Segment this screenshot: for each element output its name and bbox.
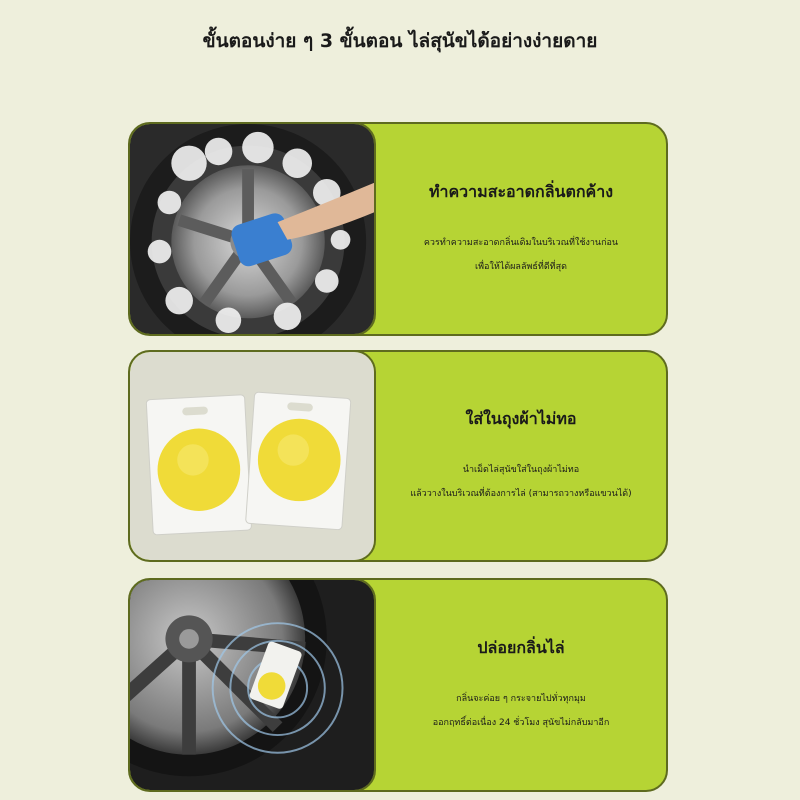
step-title: ใส่ในถุงผ้าไม่ทอ <box>465 408 577 428</box>
step-description-line: นำเม็ดไล่สุนัขใส่ในถุงผ้าไม่ทอ <box>462 464 580 475</box>
step-title: ปล่อยกลิ่นไล่ <box>477 637 565 657</box>
wheel-with-pouch-photo <box>128 578 376 792</box>
page-title: ขั้นตอนง่าย ๆ 3 ขั้นตอน ไล่สุนัขได้อย่างง่ายดาย <box>202 30 598 52</box>
step-description-line: ออกฤทธิ์ต่อเนื่อง 24 ชั่วโมง สุนัขไม่กลับมาอีก <box>432 717 610 728</box>
step-description-line: กลิ่นจะค่อย ๆ กระจายไปทั่วทุกมุม <box>456 693 586 704</box>
step-card-clean <box>128 122 668 336</box>
step-text-release <box>376 580 666 790</box>
step-title: ทำความสะอาดกลิ่นตกค้าง <box>428 181 614 201</box>
step-card-release <box>128 578 668 792</box>
step-text-bag <box>376 352 666 560</box>
step-description-line: ควรทำความสะอาดกลิ่นเดิมในบริเวณที่ใช้งานก่อน <box>423 237 619 248</box>
step-description-line: แล้ววางในบริเวณที่ต้องการไล่ (สามารถวางหรือแขวนได้) <box>410 488 632 499</box>
step-description-line: เพื่อให้ได้ผลลัพธ์ที่ดีที่สุด <box>475 261 567 272</box>
tire-washing-photo <box>128 122 376 336</box>
step-card-bag <box>128 350 668 562</box>
pouch-product-photo <box>128 350 376 562</box>
step-text-clean <box>376 124 666 334</box>
